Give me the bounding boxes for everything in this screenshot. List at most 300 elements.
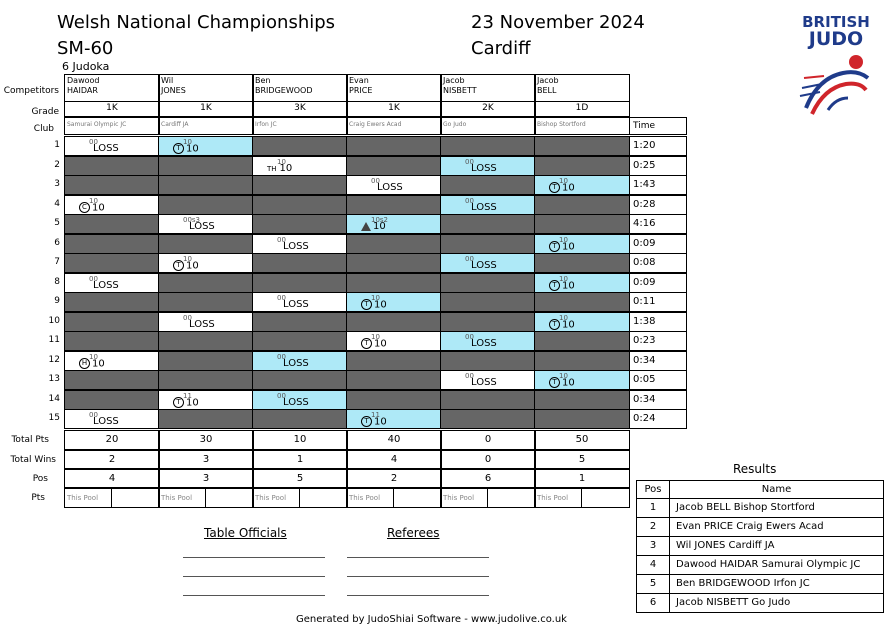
match-score-cell [440, 331, 536, 351]
match-cell-empty [534, 156, 630, 176]
match-cell-empty [346, 234, 442, 254]
match-time: 0:09 [629, 234, 687, 254]
score-value: 10 [186, 260, 199, 271]
match-cell-empty [346, 273, 442, 293]
competitor-first-name: Dawood [67, 76, 100, 85]
pool-points-blank [581, 488, 630, 508]
total-wins-value: 0 [440, 450, 536, 469]
penalty-warning-icon [361, 222, 371, 231]
match-number: 14 [48, 394, 60, 404]
competitor-name [158, 74, 254, 102]
match-cell-empty [252, 136, 348, 156]
win-type-icon: C [79, 202, 90, 213]
score-result [93, 416, 119, 427]
match-cell-empty [158, 273, 254, 293]
score-value: 10 [279, 163, 293, 174]
score-value: LOSS [93, 416, 119, 427]
score-value: LOSS [189, 221, 215, 232]
score-result [173, 397, 199, 409]
score-value: 10 [562, 241, 575, 252]
results-pos: 1 [636, 498, 670, 518]
match-score-cell [252, 156, 348, 176]
competitor-last-name: JONES [161, 86, 186, 95]
score-result [471, 202, 497, 213]
match-cell-empty [534, 351, 630, 371]
results-name: Wil JONES Cardiff JA [669, 536, 884, 556]
official-line [183, 557, 325, 558]
score-result [283, 241, 309, 252]
results-name-header: Name [669, 480, 884, 499]
match-cell-empty [346, 136, 442, 156]
match-cell-empty [440, 234, 536, 254]
match-number: 4 [54, 199, 60, 209]
score-detail: 10s2 [371, 216, 389, 224]
match-score-cell [252, 292, 348, 312]
total-wins-value: 1 [252, 450, 348, 469]
score-value: 10 [374, 299, 387, 310]
score-value: LOSS [471, 202, 497, 213]
match-cell-empty [440, 136, 536, 156]
match-score-cell [64, 195, 160, 215]
match-cell-empty [252, 370, 348, 390]
results-pos-header: Pos [636, 480, 670, 499]
results-pos: 4 [636, 555, 670, 575]
match-score-cell [534, 370, 630, 390]
score-value: 10 [186, 397, 199, 408]
competitor-last-name: HAIDAR [67, 86, 98, 95]
score-result [283, 358, 309, 369]
competitor-grade: 1K [158, 101, 254, 117]
pool-points-blank [487, 488, 536, 508]
score-value: LOSS [93, 280, 119, 291]
score-value: LOSS [471, 163, 497, 174]
score-detail: 00 [277, 236, 286, 244]
match-number: 5 [54, 218, 60, 228]
results-pos: 6 [636, 593, 670, 613]
match-score-cell [158, 312, 254, 332]
competitor-name [252, 74, 348, 102]
match-number: 11 [48, 335, 60, 345]
match-time: 4:16 [629, 214, 687, 234]
match-number: 9 [54, 296, 60, 306]
pool-points: This Pool [346, 488, 394, 508]
score-result [189, 221, 215, 232]
match-score-cell [346, 292, 442, 312]
score-value: LOSS [283, 299, 309, 310]
match-score-cell [64, 273, 160, 293]
match-time: 0:09 [629, 273, 687, 293]
match-cell-empty [346, 253, 442, 273]
score-result [189, 319, 215, 330]
match-cell-empty [440, 390, 536, 410]
match-cell-empty [158, 292, 254, 312]
pos-label: Pos [32, 474, 48, 484]
win-type-icon: T [549, 377, 560, 388]
match-cell-empty [534, 409, 630, 429]
score-result [283, 299, 309, 310]
logo-figure-icon [798, 48, 874, 120]
competitor-first-name: Evan [349, 76, 369, 85]
time-header: Time [629, 117, 687, 135]
score-value: LOSS [283, 358, 309, 369]
score-result [361, 416, 387, 428]
match-number: 8 [54, 277, 60, 287]
match-cell-empty [252, 214, 348, 234]
official-line [183, 595, 325, 596]
competitors-label: Competitors [3, 86, 59, 96]
match-number: 2 [54, 160, 60, 170]
competitor-name [346, 74, 442, 102]
match-cell-empty [158, 351, 254, 371]
match-score-cell [252, 351, 348, 371]
results-name: Jacob NISBETT Go Judo [669, 593, 884, 613]
match-number: 15 [48, 413, 60, 423]
score-result [549, 377, 575, 389]
match-score-cell [534, 312, 630, 332]
match-cell-empty [534, 331, 630, 351]
score-detail: 10 [183, 255, 192, 263]
table-officials-heading [204, 526, 287, 540]
match-number: 13 [48, 374, 60, 384]
competitor-club: Cardiff JA [158, 117, 254, 135]
match-score-cell [252, 390, 348, 410]
match-cell-empty [252, 409, 348, 429]
score-value: 10 [373, 221, 386, 232]
total-pts-value: 20 [64, 430, 160, 450]
win-type-icon: T [549, 280, 560, 291]
score-value: LOSS [189, 319, 215, 330]
competitor-club: Craig Ewers Acad [346, 117, 442, 135]
score-detail: 00 [89, 138, 98, 146]
match-number: 1 [54, 140, 60, 150]
judoka-count: 6 Judoka [62, 60, 110, 73]
logo-text-line2: JUDO [808, 28, 864, 50]
score-result [549, 319, 575, 331]
match-cell-empty [346, 195, 442, 215]
score-detail: 10 [371, 333, 380, 341]
score-result [79, 202, 105, 214]
score-detail: 10 [559, 236, 568, 244]
score-result [471, 260, 497, 271]
match-cell-empty [440, 409, 536, 429]
match-cell-empty [64, 175, 160, 195]
score-value: LOSS [283, 241, 309, 252]
pool-points-blank [205, 488, 254, 508]
match-cell-empty [252, 273, 348, 293]
match-cell-empty [158, 156, 254, 176]
match-time: 0:23 [629, 331, 687, 351]
competitor-first-name: Wil [161, 76, 174, 85]
competitor-grade: 3K [252, 101, 348, 117]
match-score-cell [64, 136, 160, 156]
score-detail: 10 [559, 314, 568, 322]
score-value: LOSS [377, 182, 403, 193]
pool-points: This Pool [64, 488, 112, 508]
score-value: LOSS [93, 143, 119, 154]
referee-line [347, 576, 489, 577]
pool-points: This Pool [158, 488, 206, 508]
win-type-icon: H [79, 358, 90, 369]
score-value: 10 [374, 338, 387, 349]
score-value: LOSS [471, 260, 497, 271]
match-number: 3 [54, 179, 60, 189]
match-score-cell [534, 234, 630, 254]
score-detail: 00 [465, 197, 474, 205]
results-pos: 5 [636, 574, 670, 594]
score-detail: 00 [465, 333, 474, 341]
match-score-cell [534, 175, 630, 195]
match-score-cell [346, 175, 442, 195]
win-type-icon: T [361, 416, 372, 427]
score-detail: 10 [183, 138, 192, 146]
score-detail: 00 [277, 392, 286, 400]
match-cell-empty [64, 234, 160, 254]
match-cell-empty [534, 136, 630, 156]
competitor-name [534, 74, 630, 102]
score-result [79, 358, 105, 370]
competitor-last-name: PRICE [349, 86, 373, 95]
score-detail: 00 [465, 372, 474, 380]
match-score-cell [158, 390, 254, 410]
total-pts-label: Total Pts [11, 435, 49, 445]
match-cell-empty [534, 253, 630, 273]
grade-label: Grade [31, 107, 59, 117]
pool-points-blank [111, 488, 160, 508]
match-cell-empty [534, 214, 630, 234]
competitor-last-name: NISBETT [443, 86, 477, 95]
event-title: Welsh National Championships [57, 12, 336, 33]
score-detail: 10 [277, 158, 286, 166]
score-result [549, 280, 575, 292]
match-cell-empty [158, 195, 254, 215]
score-value: LOSS [471, 338, 497, 349]
win-type-icon: T [361, 299, 372, 310]
win-type-icon: T [549, 319, 560, 330]
results-name: Ben BRIDGEWOOD Irfon JC [669, 574, 884, 594]
match-score-cell [440, 253, 536, 273]
match-number: 6 [54, 238, 60, 248]
club-label: Club [33, 124, 54, 134]
score-result [361, 338, 387, 350]
competitor-last-name: BRIDGEWOOD [255, 86, 313, 95]
competitor-club: Irfon JC [252, 117, 348, 135]
pos-value: 4 [64, 469, 160, 488]
match-cell-empty [534, 195, 630, 215]
official-line [183, 576, 325, 577]
match-score-cell [158, 253, 254, 273]
score-value: LOSS [283, 397, 309, 408]
referees-heading [387, 526, 439, 540]
competitor-name [64, 74, 160, 102]
match-score-cell [64, 351, 160, 371]
match-score-cell [346, 331, 442, 351]
score-detail: 00 [89, 275, 98, 283]
match-cell-empty [252, 175, 348, 195]
match-score-cell [440, 195, 536, 215]
results-pos: 3 [636, 536, 670, 556]
match-time: 0:11 [629, 292, 687, 312]
score-detail: 00 [465, 255, 474, 263]
pool-points: This Pool [534, 488, 582, 508]
match-cell-empty [346, 390, 442, 410]
match-cell-empty [252, 195, 348, 215]
score-detail: 00 [277, 353, 286, 361]
match-cell-empty [440, 312, 536, 332]
score-result [283, 397, 309, 408]
match-time: 0:34 [629, 351, 687, 371]
score-detail: 10 [559, 177, 568, 185]
match-cell-empty [534, 390, 630, 410]
match-time: 1:20 [629, 136, 687, 156]
score-detail: 00 [465, 158, 474, 166]
competitor-last-name: BELL [537, 86, 557, 95]
match-score-cell [252, 234, 348, 254]
match-cell-empty [64, 292, 160, 312]
win-type-prefix: TH [267, 165, 277, 173]
score-detail: 10 [89, 353, 98, 361]
match-cell-empty [64, 390, 160, 410]
score-result [471, 377, 497, 388]
score-value: LOSS [471, 377, 497, 388]
match-number: 10 [48, 316, 60, 326]
results-name: Jacob BELL Bishop Stortford [669, 498, 884, 518]
score-result [549, 182, 575, 194]
match-score-cell [158, 136, 254, 156]
score-result [93, 280, 119, 291]
win-type-icon: T [173, 397, 184, 408]
competitor-grade: 1K [64, 101, 160, 117]
score-detail: 10 [559, 275, 568, 283]
score-detail: 10 [371, 294, 380, 302]
match-time: 0:34 [629, 390, 687, 410]
match-number: 12 [48, 355, 60, 365]
match-cell-empty [440, 175, 536, 195]
score-result [361, 299, 387, 311]
event-venue: Cardiff [471, 38, 531, 59]
match-cell-empty [252, 253, 348, 273]
competitor-name [440, 74, 536, 102]
match-score-cell [346, 409, 442, 429]
total-wins-value: 3 [158, 450, 254, 469]
score-detail: 11 [183, 392, 192, 400]
score-detail: 10 [89, 197, 98, 205]
match-score-cell [346, 214, 442, 234]
score-result [471, 163, 497, 174]
score-value: 10 [562, 319, 575, 330]
total-wins-value: 5 [534, 450, 630, 469]
pts-label: Pts [31, 493, 45, 503]
score-detail: 00 [371, 177, 380, 185]
results-pos: 2 [636, 517, 670, 537]
match-cell-empty [64, 253, 160, 273]
score-result [471, 338, 497, 349]
match-cell-empty [534, 292, 630, 312]
total-pts-value: 30 [158, 430, 254, 450]
score-result [93, 143, 119, 154]
competitor-club: Go Judo [440, 117, 536, 135]
event-date: 23 November 2024 [471, 12, 645, 33]
score-result [377, 182, 403, 193]
pos-value: 1 [534, 469, 630, 488]
match-cell-empty [64, 312, 160, 332]
match-cell-empty [158, 234, 254, 254]
match-time: 0:08 [629, 253, 687, 273]
match-time: 0:28 [629, 195, 687, 215]
match-cell-empty [440, 292, 536, 312]
match-time: 0:05 [629, 370, 687, 390]
logo-text-line1: BRITISH [802, 13, 870, 31]
match-score-cell [158, 214, 254, 234]
match-cell-empty [158, 175, 254, 195]
match-cell-empty [440, 214, 536, 234]
match-cell-empty [252, 312, 348, 332]
competitor-club: Samurai Olympic JC [64, 117, 160, 135]
score-value: 10 [92, 358, 105, 369]
match-cell-empty [346, 351, 442, 371]
competitor-first-name: Jacob [537, 76, 559, 85]
match-cell-empty [346, 312, 442, 332]
match-cell-empty [440, 273, 536, 293]
win-type-icon: T [361, 338, 372, 349]
competitor-first-name: Ben [255, 76, 271, 85]
match-score-cell [64, 409, 160, 429]
total-pts-value: 50 [534, 430, 630, 450]
pos-value: 5 [252, 469, 348, 488]
match-cell-empty [158, 331, 254, 351]
total-wins-value: 2 [64, 450, 160, 469]
british-judo-logo [798, 14, 874, 124]
match-cell-empty [440, 351, 536, 371]
match-cell-empty [346, 370, 442, 390]
pos-value: 3 [158, 469, 254, 488]
score-result [361, 221, 386, 232]
pool-points-blank [393, 488, 442, 508]
match-time: 1:38 [629, 312, 687, 332]
match-cell-empty [64, 370, 160, 390]
referee-line [347, 595, 489, 596]
category-title: SM-60 [57, 38, 114, 59]
pool-points: This Pool [440, 488, 488, 508]
match-cell-empty [346, 156, 442, 176]
score-value: 10 [562, 377, 575, 388]
referee-line [347, 557, 489, 558]
competitor-grade: 1K [346, 101, 442, 117]
results-title: Results [733, 462, 777, 476]
match-number: 7 [54, 257, 60, 267]
results-name: Dawood HAIDAR Samurai Olympic JC [669, 555, 884, 575]
win-type-icon: T [173, 260, 184, 271]
competitor-grade: 2K [440, 101, 536, 117]
score-detail: 10 [559, 372, 568, 380]
pos-value: 2 [346, 469, 442, 488]
match-cell-empty [64, 214, 160, 234]
pool-points: This Pool [252, 488, 300, 508]
total-pts-value: 40 [346, 430, 442, 450]
pool-points-blank [299, 488, 348, 508]
win-type-icon: T [549, 241, 560, 252]
score-result [173, 260, 199, 272]
match-time: 0:24 [629, 409, 687, 429]
total-wins-label: Total Wins [10, 455, 56, 465]
competitor-grade: 1D [534, 101, 630, 117]
score-value: 10 [92, 202, 105, 213]
match-cell-empty [158, 409, 254, 429]
score-value: 10 [374, 416, 387, 427]
match-time: 1:43 [629, 175, 687, 195]
match-cell-empty [158, 370, 254, 390]
score-detail: 00 [183, 314, 192, 322]
footer-credit: Generated by JudoShiai Software - www.judolive.co.uk [296, 614, 567, 625]
